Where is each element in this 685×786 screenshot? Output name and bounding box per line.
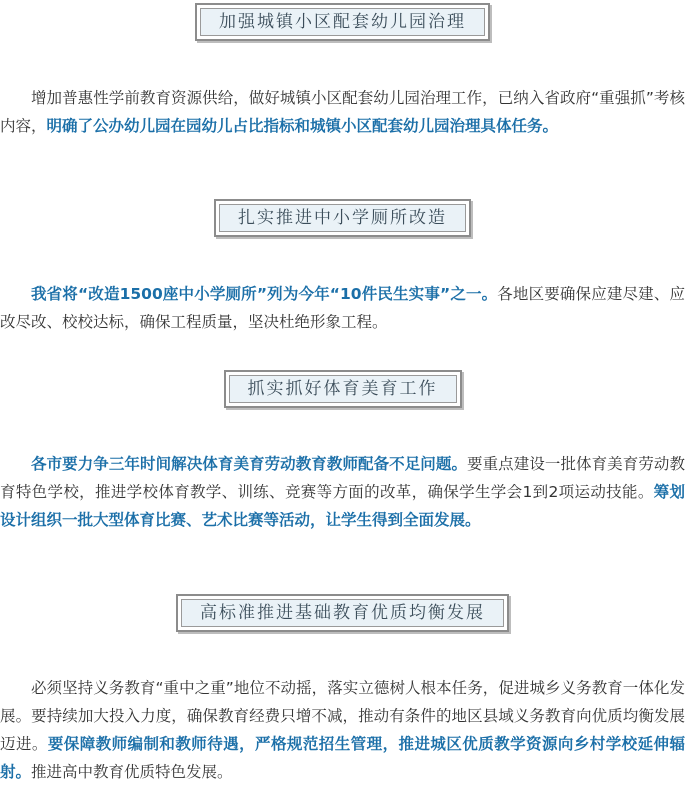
section-1-highlight-1: 明确了公办幼儿园在园幼儿占比指标和城镇小区配套幼儿园治理具体任务。 — [46, 117, 559, 135]
section-3-highlight-1: 各市要力争三年时间解决体育美育劳动教育教师配备不足问题。 — [31, 455, 468, 473]
section-1-paragraph — [0, 84, 685, 140]
section-3-title: 抓实抓好体育美育工作 — [229, 375, 457, 403]
section-1-text-1: 增加普惠性学前教育资源供给，做好城镇小区配套幼儿园治理工作，已纳入省政府“重强抓”考核内容， — [0, 89, 685, 135]
section-2-text-1: 各地区要确保应建尽建、应改尽改、校校达标，确保工程质量，坚决杜绝形象工程。 — [0, 285, 685, 331]
section-3-highlight-2: 筹划设计组织一批大型体育比赛、艺术比赛等活动，让学生得到全面发展。 — [0, 483, 685, 529]
section-2-heading — [0, 199, 685, 237]
section-2-paragraph — [0, 280, 685, 336]
section-4-heading — [0, 594, 685, 632]
section-4-text-2: 推进高中教育优质特色发展。 — [31, 763, 233, 781]
section-3-text-1: 要重点建设一批体育美育劳动教育特色学校，推进学校体育教学、训练、竞赛等方面的改革，确保学生学会1到2项运动技能。 — [0, 455, 685, 501]
section-4-title: 高标准推进基础教育优质均衡发展 — [181, 599, 504, 627]
section-3-paragraph — [0, 450, 685, 534]
section-4-highlight-1: 要保障教师编制和教师待遇，严格规范招生管理，推进城区优质教学资源向乡村学校延伸辐射。 — [0, 735, 685, 781]
section-2-title: 扎实推进中小学厕所改造 — [219, 204, 466, 232]
section-4-title-box — [176, 594, 509, 632]
section-2-highlight-1: 我省将“改造1500座中小学厕所”列为今年“10件民生实事”之一。 — [31, 285, 498, 303]
section-4-paragraph — [0, 674, 685, 786]
section-1-title-box — [195, 3, 490, 41]
section-3-heading — [0, 370, 685, 408]
section-2-title-box — [214, 199, 471, 237]
section-4-text-1: 必须坚持义务教育“重中之重”地位不动摇，落实立德树人根本任务，促进城乡义务教育一体化发展。要持续加大投入力度，确保教育经费只增不减，推动有条件的地区县域义务教育向优质均衡发展迈进。 — [0, 679, 685, 753]
section-3-title-box — [224, 370, 462, 408]
section-1-title: 加强城镇小区配套幼儿园治理 — [200, 8, 485, 36]
section-1-heading — [0, 3, 685, 41]
